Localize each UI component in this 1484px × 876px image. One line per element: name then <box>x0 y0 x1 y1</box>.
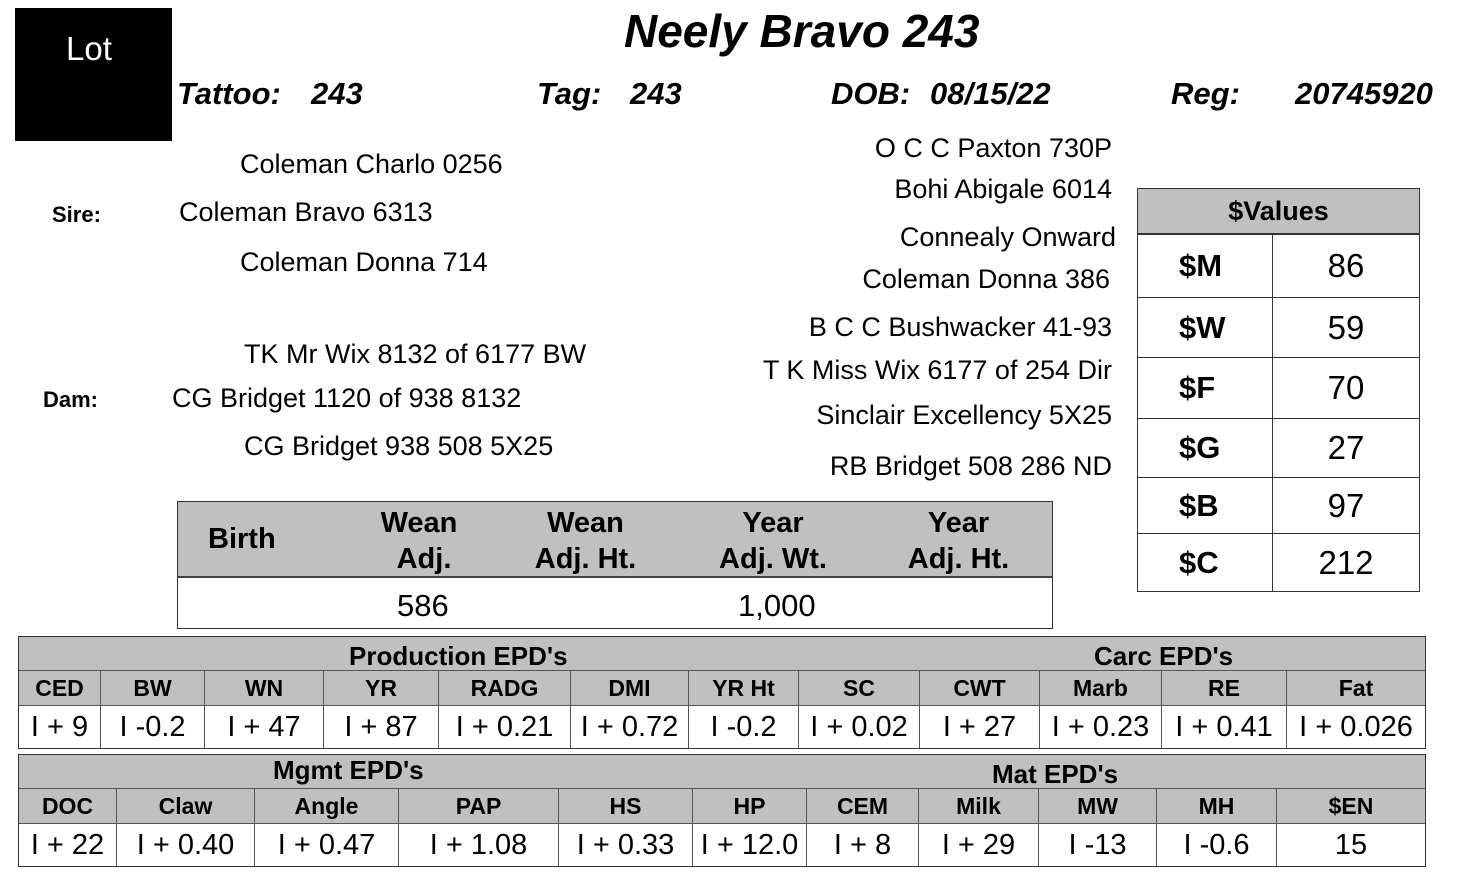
epd2-header: HS <box>559 789 693 823</box>
sire-dam-sire: Connealy Onward <box>899 222 1116 252</box>
lot-box <box>15 8 172 141</box>
epd1-header: YR Ht <box>689 671 799 705</box>
epd2-header: Claw <box>117 789 255 823</box>
epd2-header: MW <box>1039 789 1157 823</box>
lot-label: Lot <box>66 30 112 67</box>
dob-value: 08/15/22 <box>930 76 1051 111</box>
epd2-header: CEM <box>807 789 919 823</box>
year-adj-ht-header-line2: Adj. Ht. <box>907 543 1010 575</box>
maternal-epd-title: Mat EPD's <box>992 759 1119 789</box>
epd1-value: I + 0.72 <box>571 706 689 748</box>
tag-label: Tag: <box>537 76 602 111</box>
epd1-value: I + 0.026 <box>1299 710 1413 743</box>
epd2-value: I + 22 <box>19 824 117 866</box>
epd1-value: I + 27 <box>920 706 1040 748</box>
epd2-header: $EN <box>1328 792 1374 819</box>
epd1-value: I + 0.21 <box>439 706 571 748</box>
epd2-value: I + 1.08 <box>399 824 559 866</box>
tattoo-label: Tattoo: <box>177 76 281 111</box>
epd2-title-band <box>19 755 1425 788</box>
wean-adj-ht-header-line1: Wean <box>547 507 624 539</box>
dam-dam: CG Bridget 938 508 5X25 <box>244 431 554 461</box>
epd2-value: I + 29 <box>919 824 1039 866</box>
values-row <box>1138 533 1419 591</box>
wean-adj-value: 586 <box>397 588 449 623</box>
values-key: $M <box>1138 235 1273 297</box>
epd1-value: I + 0.41 <box>1162 706 1287 748</box>
epd1-header-row <box>19 670 1425 705</box>
values-value: 212 <box>1318 543 1374 581</box>
values-key: $G <box>1138 419 1273 477</box>
epd1-value: I + 87 <box>324 706 439 748</box>
sire-dam: Coleman Donna 714 <box>240 247 488 277</box>
tattoo-value: 243 <box>311 76 363 111</box>
epd2-header-row <box>19 788 1425 823</box>
epd1-header: CWT <box>920 671 1040 705</box>
epd2-value: I + 0.47 <box>255 824 399 866</box>
values-row <box>1138 297 1419 357</box>
sire-dam-dam: Coleman Donna 386 <box>862 264 1110 294</box>
epd1-header: BW <box>101 671 205 705</box>
values-value: 27 <box>1327 429 1365 466</box>
values-table <box>1137 188 1420 592</box>
year-adj-ht-header-line1: Year <box>927 507 990 539</box>
values-row <box>1138 418 1419 477</box>
carcass-epd-title: Carc EPD's <box>1094 641 1234 671</box>
tag-value: 243 <box>630 76 682 111</box>
wean-adj-ht-header <box>518 505 653 577</box>
production-carcass-epd-table <box>18 636 1426 749</box>
epd2-header: DOC <box>19 789 117 823</box>
values-key: $B <box>1138 478 1273 533</box>
wean-adj-ht-header-line2: Adj. Ht. <box>534 543 637 575</box>
dam-name: CG Bridget 1120 of 938 8132 <box>172 383 522 413</box>
year-adj-wt-value: 1,000 <box>738 588 816 623</box>
dam-dam-dam: RB Bridget 508 286 ND <box>829 451 1112 481</box>
dam-sire-dam: T K Miss Wix 6177 of 254 Dir <box>762 355 1112 385</box>
sire-label: Sire: <box>52 202 101 227</box>
dam-label: Dam: <box>43 387 99 412</box>
epd2-value: I -0.6 <box>1157 824 1277 866</box>
epd2-value: I + 8 <box>807 824 919 866</box>
year-adj-wt-header <box>703 505 843 577</box>
epd2-header: Angle <box>255 789 399 823</box>
epd1-value: I -0.2 <box>101 706 205 748</box>
epd1-value: I + 47 <box>205 706 324 748</box>
epd1-header: Fat <box>1338 674 1374 701</box>
values-key: $F <box>1138 358 1273 418</box>
values-value: 86 <box>1327 247 1365 284</box>
weights-table <box>177 501 1053 629</box>
production-epd-title: Production EPD's <box>349 641 568 671</box>
sire-sire-dam: Bohi Abigale 6014 <box>894 174 1112 204</box>
wean-adj-header-line1: Wean <box>380 507 458 539</box>
epd2-value: I + 0.33 <box>559 824 693 866</box>
epd2-header: MH <box>1157 789 1277 823</box>
epd1-title-band <box>19 637 1425 670</box>
epd2-header: PAP <box>399 789 559 823</box>
mgmt-epd-title: Mgmt EPD's <box>273 755 424 785</box>
birth-header: Birth <box>208 523 276 555</box>
values-row <box>1138 234 1419 297</box>
epd1-header: CED <box>19 671 101 705</box>
dob-label: DOB: <box>831 76 911 111</box>
epd1-header: RADG <box>439 671 571 705</box>
epd1-header: DMI <box>571 671 689 705</box>
dam-sire: TK Mr Wix 8132 of 6177 BW <box>244 339 587 369</box>
sire-sire: Coleman Charlo 0256 <box>240 149 503 179</box>
year-adj-ht-header <box>891 505 1026 577</box>
epd1-value-row <box>19 705 1425 748</box>
dam-dam-sire: Sinclair Excellency 5X25 <box>816 400 1112 430</box>
values-header: $Values <box>1138 189 1419 234</box>
values-value: 97 <box>1327 486 1365 524</box>
epd1-header: Marb <box>1040 671 1162 705</box>
year-adj-wt-header-line2: Adj. Wt. <box>719 543 827 575</box>
page-title: Neely Bravo 243 <box>624 5 980 57</box>
epd1-value: I + 0.23 <box>1040 706 1162 748</box>
epd2-value-row <box>19 823 1425 866</box>
epd1-value: I -0.2 <box>689 706 799 748</box>
reg-label: Reg: <box>1171 76 1240 111</box>
sire-sire-sire: O C C Paxton 730P <box>874 133 1112 163</box>
epd1-header: WN <box>205 671 324 705</box>
epd2-header: Milk <box>919 789 1039 823</box>
values-value: 70 <box>1327 369 1365 406</box>
values-row <box>1138 477 1419 533</box>
epd2-value: I -13 <box>1039 824 1157 866</box>
epd1-value: I + 0.02 <box>799 706 920 748</box>
sire-name: Coleman Bravo 6313 <box>179 197 433 227</box>
epd2-header: HP <box>693 789 807 823</box>
values-key: $W <box>1138 298 1273 357</box>
epd1-header: SC <box>799 671 920 705</box>
epd2-value: I + 0.40 <box>117 824 255 866</box>
dam-sire-sire: B C C Bushwacker 41-93 <box>808 312 1112 342</box>
epd1-header: YR <box>324 671 439 705</box>
epd2-value: 15 <box>1334 828 1368 861</box>
reg-value: 20745920 <box>1295 76 1433 111</box>
epd1-value: I + 9 <box>19 706 101 748</box>
values-value: 59 <box>1327 308 1365 346</box>
wean-adj-header <box>364 505 474 577</box>
epd1-header: RE <box>1162 671 1287 705</box>
epd2-value: I + 12.0 <box>693 824 807 866</box>
year-adj-wt-header-line1: Year <box>742 507 804 539</box>
mgmt-maternal-epd-table <box>18 754 1426 867</box>
values-row <box>1138 357 1419 418</box>
wean-adj-header-line2: Adj. <box>396 543 452 575</box>
values-key: $C <box>1138 534 1273 591</box>
